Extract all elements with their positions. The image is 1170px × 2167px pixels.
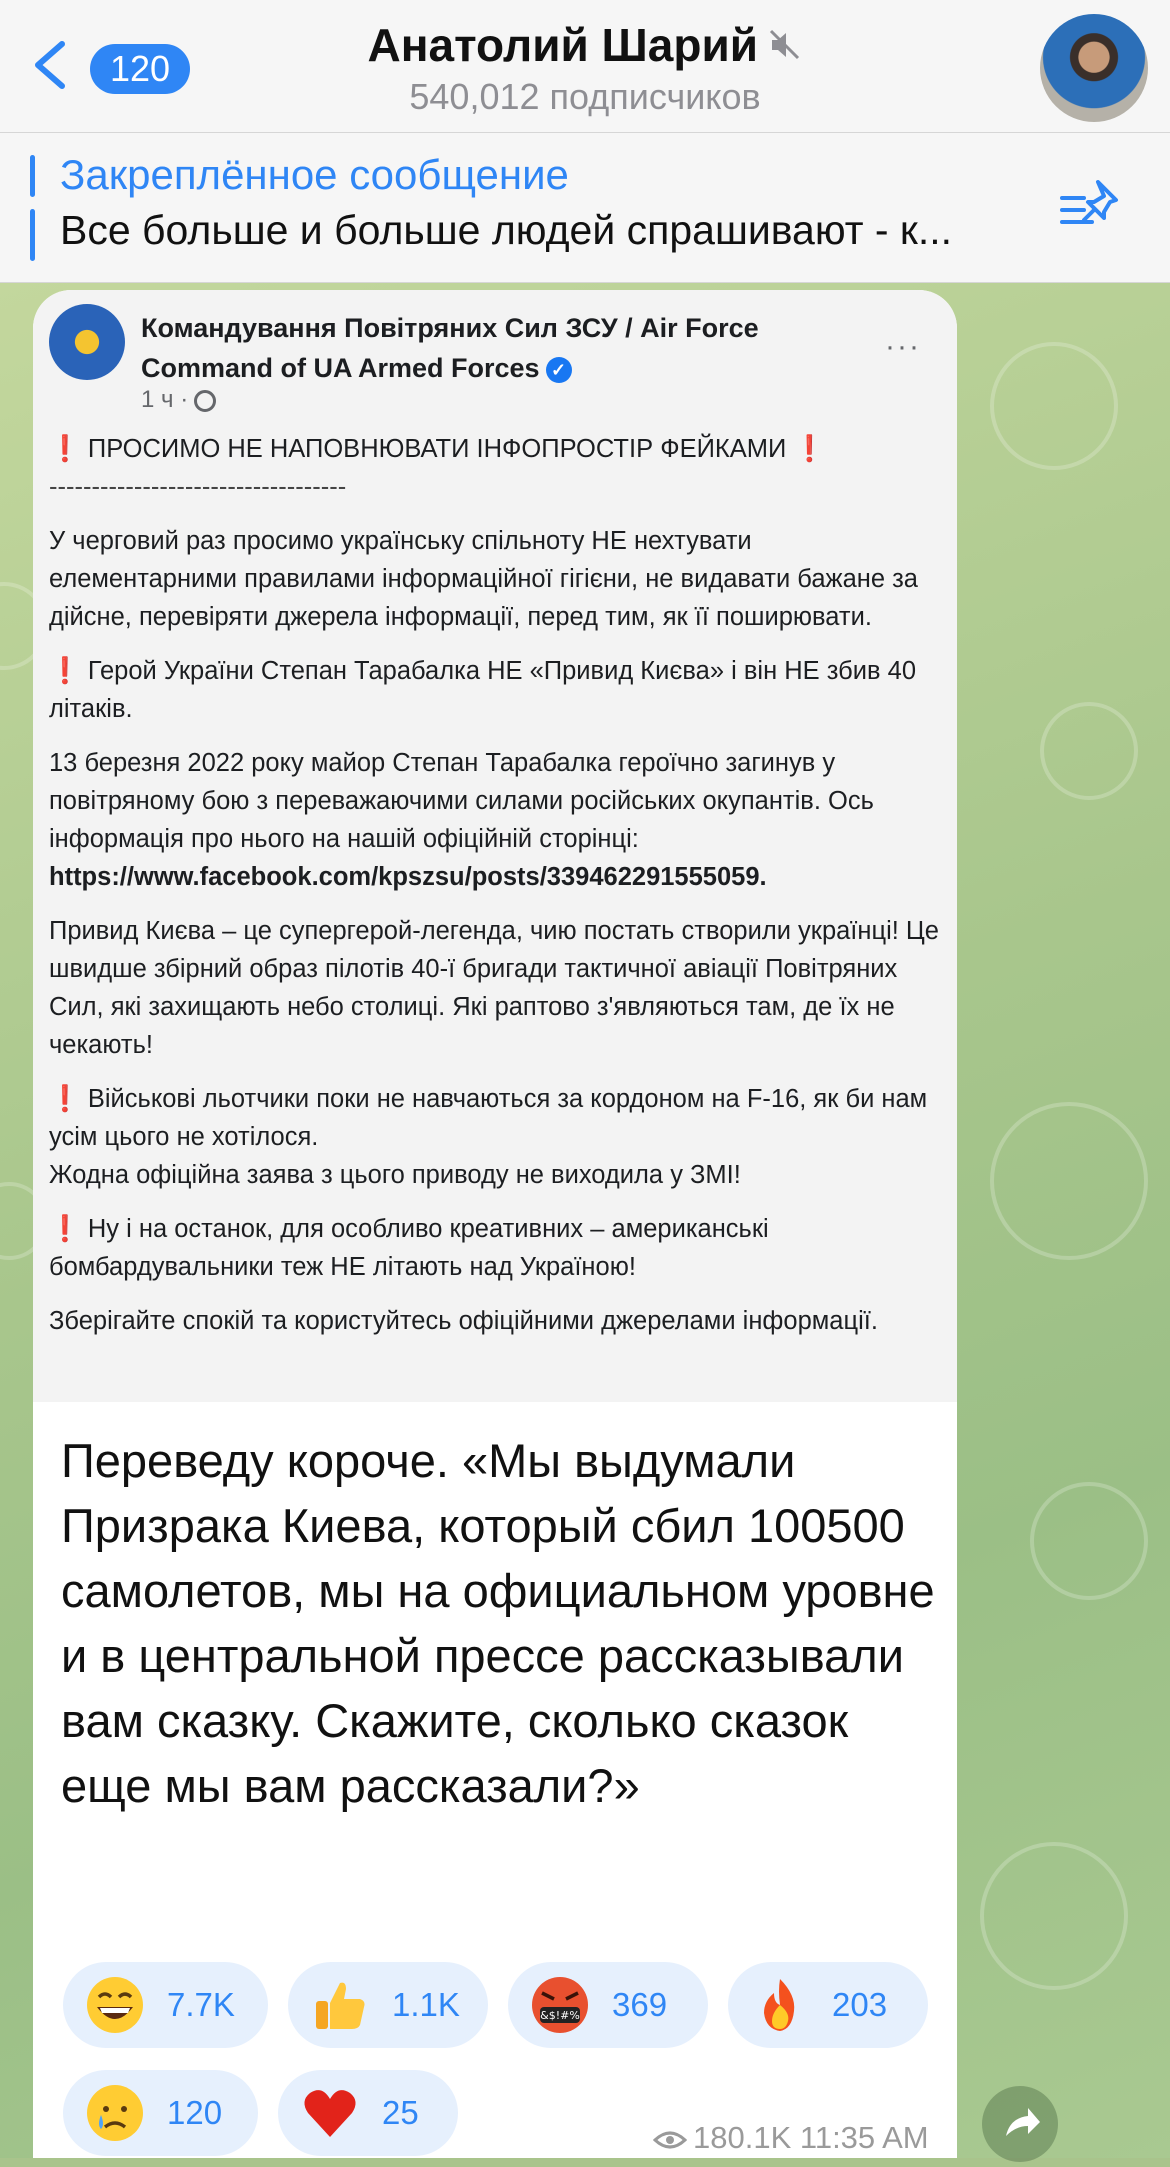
globe-icon bbox=[194, 390, 216, 412]
reaction-heart[interactable] bbox=[278, 2070, 458, 2156]
chat-title: Анатолий Шарий bbox=[367, 19, 759, 71]
channel-avatar[interactable] bbox=[1040, 14, 1148, 122]
subscriber-count: 540,012 подписчиков bbox=[409, 76, 761, 117]
pinned-indicator bbox=[30, 155, 35, 197]
share-button[interactable] bbox=[982, 2086, 1058, 2162]
reaction-crying[interactable] bbox=[63, 2070, 258, 2156]
chat-header bbox=[0, 0, 1170, 133]
reaction-grinning[interactable] bbox=[63, 1962, 268, 2048]
reaction-count: 369 bbox=[612, 1986, 668, 2023]
grinning-face-icon bbox=[85, 1975, 145, 2035]
reaction-fire[interactable] bbox=[728, 1962, 928, 2048]
chat-title-area[interactable] bbox=[250, 18, 920, 118]
message-bubble[interactable] bbox=[33, 290, 957, 2158]
post-link: https://www.facebook.com/kpszsu/posts/339462291555059. bbox=[49, 863, 767, 891]
post-author: Командування Повітряних Сил ЗСУ / Air Force Command of UA Armed Forces ✓ bbox=[141, 313, 759, 383]
message-meta bbox=[653, 2120, 929, 2156]
post-paragraph: 13 березня 2022 року майор Степан Тарабалка героїчно загинув у повітряному бою з переважаючими силами російських окупантів. Ось інформація про нього на нашій офіційній сторінці: https://www.facebook.com/kpszsu/posts/339462291555059. bbox=[49, 749, 874, 891]
pinned-text: Все больше и больше людей спрашивают - к... bbox=[60, 207, 953, 253]
reaction-count: 7.7K bbox=[167, 1986, 235, 2023]
pinned-list-icon[interactable] bbox=[1058, 176, 1122, 236]
air-force-avatar bbox=[49, 304, 125, 380]
reaction-count: 25 bbox=[382, 2094, 419, 2131]
reaction-count: 1.1K bbox=[392, 1986, 460, 2023]
back-button[interactable] bbox=[20, 30, 180, 100]
red-heart-icon bbox=[300, 2083, 360, 2143]
post-heading: ❗ ПРОСИМО НЕ НАПОВНЮВАТИ ІНФОПРОСТІР ФЕЙКАМИ ❗ ----------------------------------- bbox=[49, 435, 826, 501]
reaction-thumbs-up[interactable] bbox=[288, 1962, 488, 2048]
more-options-icon: ··· bbox=[885, 330, 921, 363]
eye-icon bbox=[653, 2130, 687, 2150]
cursing-face-icon bbox=[530, 1975, 590, 2035]
message-caption: Переведу короче. «Мы выдумали Призрака Киева, который сбил 100500 самолетов, мы на официальном уровне и в центральной прессе рассказывали вам сказку. Скажите, сколько сказок еще мы вам рассказали?» bbox=[61, 1434, 935, 1812]
thumbs-up-icon bbox=[310, 1975, 370, 2035]
post-paragraph: У черговий раз просимо українську спільноту НЕ нехтувати елементарними правилами інформаційної гігієни, не видавати бажане за дійсне, перевіряти джерела інформації, перед тим, як її поширювати. bbox=[49, 527, 918, 631]
message-time: 11:35 AM bbox=[799, 2120, 929, 2155]
post-body bbox=[49, 430, 939, 1356]
muted-speaker-icon bbox=[768, 28, 802, 62]
view-count: 180.1K bbox=[693, 2120, 792, 2155]
fire-icon bbox=[750, 1975, 810, 2035]
post-paragraph: ❗ Військові льотчики поки не навчаються за кордоном на F-16, як би нам усім цього не хотілося. Жодна офіційна заява з цього приводу не виходила у ЗМІ! bbox=[49, 1085, 928, 1189]
verified-badge-icon: ✓ bbox=[546, 357, 572, 383]
pinned-title: Закреплённое сообщение bbox=[60, 151, 569, 198]
unread-count-badge: 120 bbox=[90, 44, 190, 94]
reaction-count: 120 bbox=[167, 2094, 223, 2131]
post-time: 1 ч · bbox=[141, 386, 216, 414]
pinned-indicator-active bbox=[30, 209, 35, 261]
chevron-left-icon bbox=[30, 40, 70, 90]
reaction-count: 203 bbox=[832, 1986, 888, 2023]
reaction-cursing[interactable] bbox=[508, 1962, 708, 2048]
post-paragraph: ❗ Герой України Степан Тарабалка НЕ «Привид Києва» і він НЕ збив 40 літаків. bbox=[49, 657, 916, 723]
svg-text:&$!#%: &$!#% bbox=[540, 2009, 580, 2022]
post-paragraph: Зберігайте спокій та користуйтесь офіційними джерелами інформації. bbox=[49, 1307, 878, 1335]
pinned-message-bar[interactable] bbox=[0, 133, 1170, 283]
crying-face-icon bbox=[85, 2083, 145, 2143]
facebook-post-screenshot bbox=[33, 290, 957, 1402]
share-arrow-icon bbox=[982, 2086, 1058, 2162]
post-paragraph: ❗ Ну і на останок, для особливо креативних – американські бомбардувальники теж НЕ літають над Україною! bbox=[49, 1215, 769, 1281]
post-paragraph: Привид Києва – це супергерой-легенда, чию постать створили українці! Це швидше збірний образ пілотів 40-ї бригади тактичної авіації Повітряних Сил, які захищають небо столиці. Які раптово з'являються там, де їх не чекають! bbox=[49, 917, 939, 1059]
